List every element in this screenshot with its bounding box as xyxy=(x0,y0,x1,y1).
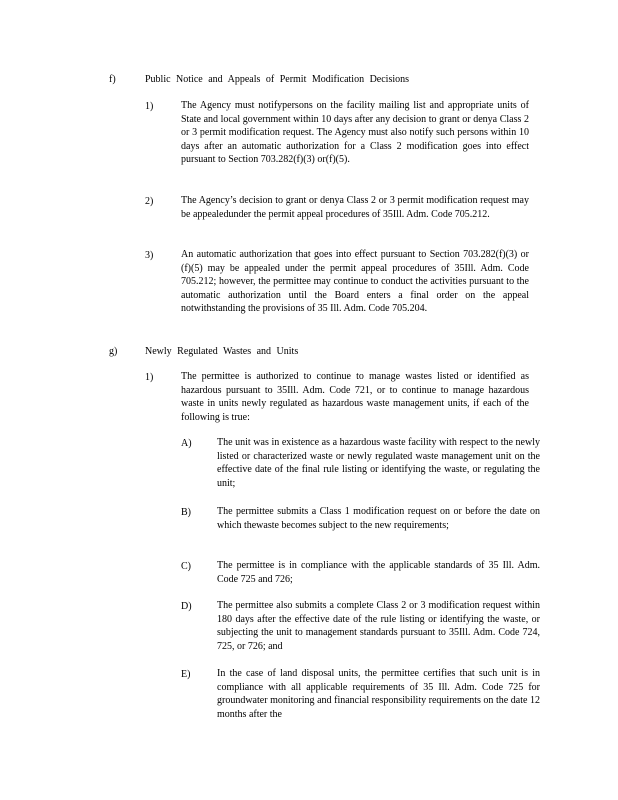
subitem-d-text: The permittee also submits a complete Class 2 or 3 modification request within 180 days after the effective date of the rule listing or identifying the waste, or subjecting the unit to management standards pursuant to 35Ill. Adm. Code 724, 725, or 726; and xyxy=(217,600,540,652)
subitem-a-number: A) xyxy=(181,438,192,449)
item-f3-number: 3) xyxy=(145,250,154,261)
section-g-label: g) xyxy=(109,346,118,357)
subitem-a-text: The unit was in existence as a hazardous waste facility with respect to the newly listed or characterized waste or newly regulated waste management unit on the effective date of the final rule listing or identifying the waste, or regulating the unit; xyxy=(217,437,540,489)
item-f3-text: An automatic authorization that goes into effect pursuant to Section 703.282(f)(3) or (f)(5) may be appealed under the permit appeal procedures of 35Ill. Adm. Code 705.212; however, the permittee may continue to conduct the activities pursuant to the automatic authorization until the Board enters a final order on the appeal notwithstanding the provisions of 35 Ill. Adm. Code 705.204. xyxy=(181,249,529,315)
subitem-c-text: The permittee is in compliance with the applicable standards of 35 Ill. Adm. Code 725 and 726; xyxy=(217,560,540,585)
section-f-label: f) xyxy=(109,74,116,85)
subitem-b-text: The permittee submits a Class 1 modification request on or before the date on which thewaste becomes subject to the new requirements; xyxy=(217,506,540,531)
subitem-b-number: B) xyxy=(181,507,191,518)
subitem-c-number: C) xyxy=(181,561,191,572)
item-g1-number: 1) xyxy=(145,372,154,383)
item-f2-number: 2) xyxy=(145,196,154,207)
section-g-heading: Newly Regulated Wastes and Units xyxy=(145,346,299,357)
subitem-e-text: In the case of land disposal units, the permittee certifies that such unit is in compliance with all applicable requirements of 35 Ill. Adm. Code 725 for groundwater monitoring and financial responsibility requirements on the date 12 months after the xyxy=(217,668,540,720)
subitem-d-number: D) xyxy=(181,601,192,612)
item-f1-text: The Agency must notifypersons on the facility mailing list and appropriate units of State and local government within 10 days after any decision to grant or denya Class 2 or 3 permit modification request. The Agency must also notify such persons within 10 days after an automatic authorization for a Class 2 modification goes into effect pursuant to Section 703.282(f)(3) or(f)(5). xyxy=(181,100,529,166)
subitem-e-number: E) xyxy=(181,669,191,680)
item-f2-text: The Agency’s decision to grant or denya Class 2 or 3 permit modification request may be appealedunder the permit appeal procedures of 35Ill. Adm. Code 705.212. xyxy=(181,195,529,220)
item-g1-text: The permittee is authorized to continue to manage wastes listed or identified as hazardous pursuant to 35Ill. Adm. Code 721, or to continue to manage hazardous waste in units newly regulated as hazardous waste management units, if each of the following is true: xyxy=(181,371,529,423)
item-f1-number: 1) xyxy=(145,101,154,112)
section-f-heading: Public Notice and Appeals of Permit Modification Decisions xyxy=(145,74,410,85)
